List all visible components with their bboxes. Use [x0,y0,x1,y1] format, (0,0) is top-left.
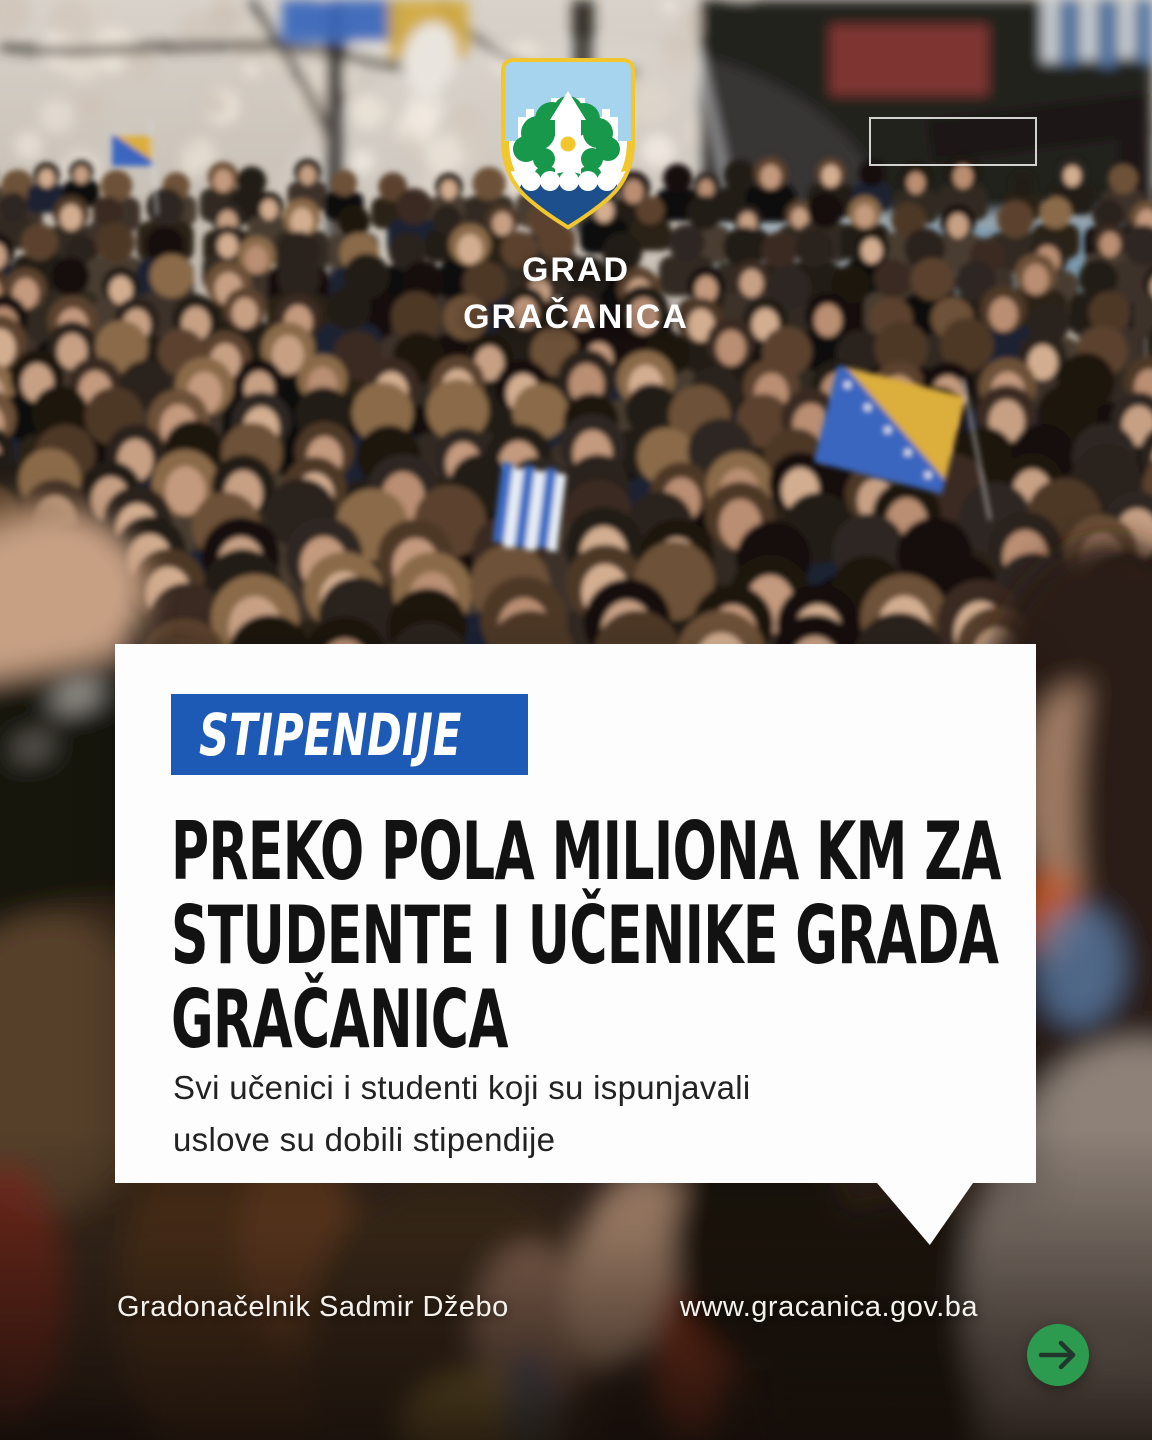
city-logo [420,57,732,341]
city-name [420,247,732,341]
category-badge [171,694,528,775]
decorative-outline-box [869,117,1037,166]
city-name-line2: GRAČANICA [463,298,689,336]
headline-line3: GRAČANICA [171,973,508,1066]
city-crest-icon [498,57,638,231]
city-name-line1: GRAD [521,251,631,289]
headline-line2: STUDENTE I UČENIKE GRADA [171,889,999,982]
headline [171,805,1152,1066]
headline-line1: PREKO POLA MILIONA KM ZA [171,805,1001,898]
website-url: www.gracanica.gov.ba [680,1291,979,1323]
arrow-right-icon [1027,1324,1089,1386]
mayor-name: Gradonačelnik Sadmir Džebo [117,1291,509,1323]
announcement-card [115,644,1036,1183]
subtext-line1: Svi učenici i studenti koji su ispunjavali [173,1069,751,1106]
category-badge-label: STIPENDIJE [199,700,462,769]
next-button[interactable] [1027,1324,1089,1386]
subtext-line2: uslove su dobili stipendije [173,1121,556,1158]
subtext [173,1062,751,1166]
